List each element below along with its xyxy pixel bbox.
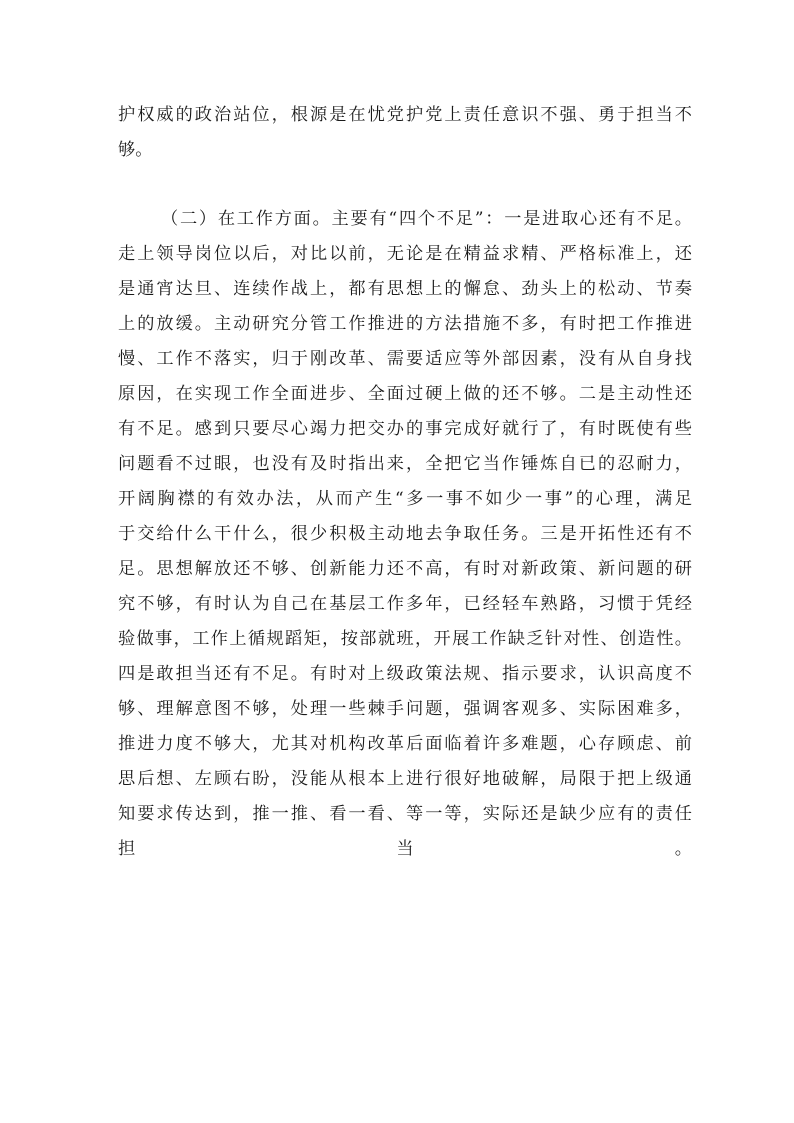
- text-line: 验做事，工作上循规蹈矩，按部就班，开展工作缺乏针对性、创造性。: [118, 629, 692, 649]
- text-line: 原因，在实现工作全面进步、全面过硬上做的还不够。二是主动性还: [118, 384, 692, 404]
- text-line: 护权威的政治站位，根源是在忧党护党上责任意识不强、勇于担当不: [118, 105, 692, 125]
- text-line: 够、理解意图不够，处理一些棘手问题，强调客观多、实际困难多，: [118, 699, 692, 719]
- text-line: 四是敢担当还有不足。有时对上级政策法规、指示要求，认识高度不: [118, 664, 692, 684]
- text-line: 有不足。感到只要尽心竭力把交办的事完成好就行了，有时既使有些: [118, 419, 692, 439]
- text-line: 上的放缓。主动研究分管工作推进的方法措施不多，有时把工作推进: [118, 314, 692, 334]
- text-line: [118, 937, 692, 972]
- text-line: 走上领导岗位以后，对比以前，无论是在精益求精、严格标准上，还: [118, 244, 692, 264]
- text-line: 慢、工作不落实，归于刚改革、需要适应等外部因素，没有从自身找: [118, 349, 692, 369]
- text-line: 于交给什么干什么，很少积极主动地去争取任务。三是开拓性还有不: [118, 524, 692, 544]
- text-line: 担当。: [118, 839, 692, 859]
- text-line: 是通宵达旦、连续作战上，都有思想上的懈怠、劲头上的松动、节奏: [118, 279, 692, 299]
- text-line: 问题看不过眼，也没有及时指出来，全把它当作锤炼自已的忍耐力，: [118, 454, 692, 474]
- paragraph-1: [118, 98, 692, 168]
- text-line: 知要求传达到，推一推、看一看、等一等，实际还是缺少应有的责任: [118, 804, 692, 824]
- text-line: 足。思想解放还不够、创新能力还不高，有时对新政策、新问题的研: [118, 559, 692, 579]
- text-line: 思后想、左顾右盼，没能从根本上进行很好地破解，局限于把上级通: [118, 769, 692, 789]
- text-line: （二）在工作方面。主要有“四个不足”：一是进取心还有不足。: [161, 209, 692, 229]
- paragraph-2: [118, 202, 692, 972]
- text-line: 究不够，有时认为自己在基层工作多年，已经轻车熟路，习惯于凭经: [118, 594, 692, 614]
- text-line: [118, 867, 692, 902]
- text-line: 够。: [118, 140, 153, 160]
- text-line: 开阔胸襟的有效办法，从而产生“多一事不如少一事”的心理，满足: [118, 489, 692, 509]
- text-line: [118, 902, 692, 937]
- text-line: 推进力度不够大，尤其对机构改革后面临着许多难题，心存顾虑、前: [118, 734, 692, 754]
